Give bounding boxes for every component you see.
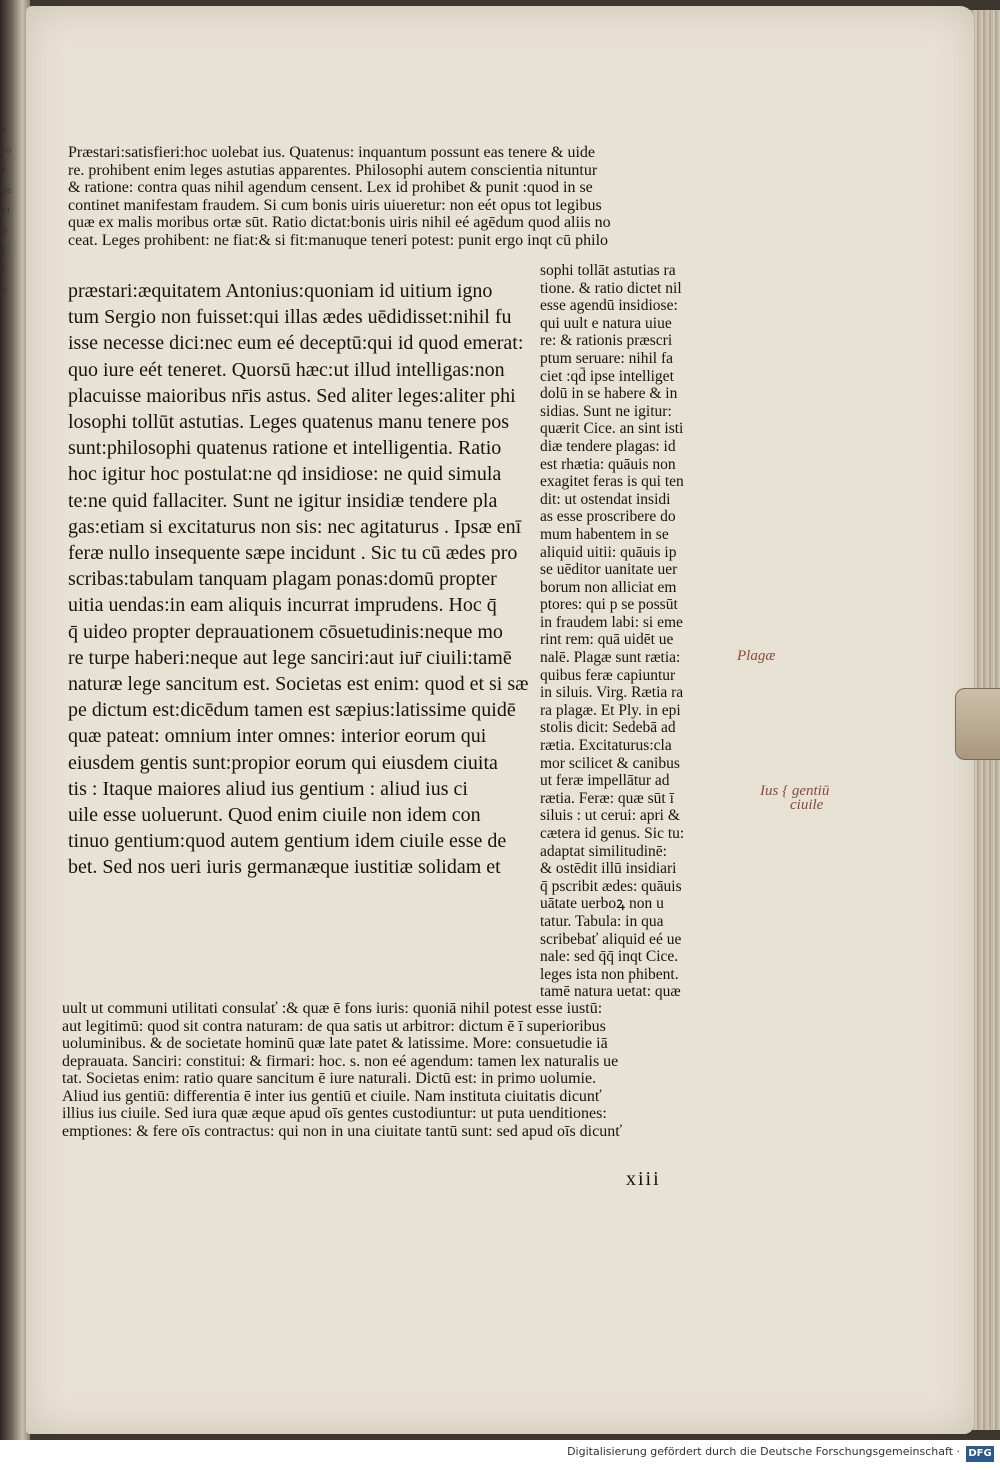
commentary-line: re. prohibent enim leges astutias apparentes. Philosophi autem conscientia nituntur xyxy=(68,161,598,179)
main-text-line: scribas:tabulam tanquam plagam ponas:domū propter xyxy=(68,568,497,591)
gloss-line: tatur. Tabula: in qua xyxy=(540,912,664,930)
commentary-line: continet manifestam fraudem. Si cum bonis uiris uiueretur: non eét opus tot legibus xyxy=(68,196,602,214)
commentary-line: deprauata. Sanciri: constitui: & firmari: hoc. s. non eé agendum: tamen lex naturalis ue xyxy=(62,1052,619,1070)
commentary-top xyxy=(68,144,718,249)
gloss-line: sidias. Sunt ne igitur: xyxy=(540,402,672,420)
commentary-line: Præstari:satisfieri:hoc uolebat ius. Quatenus: inquantum possunt eas tenere & uide xyxy=(68,144,596,161)
gloss-line: rætia. Feræ: quæ sūt ī xyxy=(540,789,674,807)
gloss-line: mor scilicet & canibus xyxy=(540,754,680,772)
main-text-line: uitia uendas:in eam aliquis incurrat imprudens. Hoc q̄ xyxy=(68,594,497,617)
commentary-line: emptiones: & fere oīs contractus: qui non in una ciuitate tantū sunt: sed apud oīs dicunť xyxy=(62,1122,623,1140)
left-page-bleed: s ro f ae ci n C c a xyxy=(2,124,12,296)
commentary-line: uult ut communi utilitati consulať :& quæ ē fons iuris: quoniā nihil potest esse iustū: xyxy=(62,1000,603,1017)
main-text-line: gas:etiam si excitaturus non sis: nec agitaturus . Ipsæ enī xyxy=(68,515,522,538)
main-text-line: q̄ uideo propter deprauationem cōsuetudinis:neque mo xyxy=(68,620,503,643)
commentary-line: tat. Societas enim: ratio quare sancitum ē iure naturali. Dictū est: in primo uolumie. xyxy=(62,1070,597,1087)
gloss-line: tamē natura uetat: quæ xyxy=(540,983,681,1001)
gloss-line: ptores: qui p se possūt xyxy=(540,596,678,614)
main-text-line: te:ne quid fallaciter. Sunt ne igitur insidiæ tendere pla xyxy=(68,489,498,512)
gloss-line: quærit Cice. an sint isti xyxy=(540,420,684,438)
main-text-line: tis : Itaque maiores aliud ius gentium : aliud ius ci xyxy=(68,777,468,800)
gloss-line: quibus feræ capiuntur xyxy=(540,666,676,684)
margin-note-ius-line2: ciuile xyxy=(790,797,824,813)
commentary-bottom xyxy=(62,1000,712,1140)
gloss-line: in siluis. Virg. Rætia ra xyxy=(540,684,684,702)
gloss-line: adaptat similitudinē: xyxy=(540,842,667,860)
margin-note-ius-line1: Ius { gentiū xyxy=(760,783,830,799)
gloss-line: leges ista non phibent. xyxy=(540,965,679,983)
page-clip xyxy=(955,688,1000,760)
margin-note-plagae: Plagæ xyxy=(737,648,776,664)
main-text-line: losophi tollūt astutias. Leges quatenus manu tenere pos xyxy=(68,411,510,434)
gloss-line: stolis dicit: Sedebā ad xyxy=(540,719,676,737)
main-text-line: præstari:æquitatem Antonius:quoniam id uitium igno xyxy=(68,280,493,302)
main-text-line: eiusdem gentis sunt:propior eorum qui eiusdem ciuita xyxy=(68,751,498,774)
gloss-line: est rhætia: quāuis non xyxy=(540,455,676,473)
gloss-line: borum non alliciat em xyxy=(540,578,677,596)
commentary-line: quæ ex malis moribus ortæ sūt. Ratio dictat:bonis uiris nihil eé agēdum quod aliis no xyxy=(68,214,611,231)
folio-number: xiii xyxy=(626,1168,661,1190)
dfg-logo: DFG xyxy=(966,1446,994,1462)
main-text-line: re turpe haberi:neque aut lege sanciri:aut iur̄ ciuili:tamē xyxy=(68,646,512,669)
gloss-line: se uēditor uanitate uer xyxy=(540,561,678,579)
gloss-line: ra plagæ. Et Ply. in epi xyxy=(540,701,681,719)
gloss-line: sophi tollāt astutias ra xyxy=(540,262,676,279)
gloss-line: aliquid uitii: quāuis ip xyxy=(540,543,677,561)
gloss-line: as esse proscribere do xyxy=(540,508,676,526)
gloss-line: ut feræ impellātur ad xyxy=(540,772,670,790)
gloss-line: mum habentem in se xyxy=(540,525,669,543)
margin-note-ius xyxy=(760,784,829,812)
main-text-line: isse necesse dici:nec eum eé deceptū:qui id quod emerat: xyxy=(68,332,524,355)
main-text-line: uile esse uoluerunt. Quod enim ciuile non idem con xyxy=(68,804,481,827)
gloss-line: dit: ut ostendat insidi xyxy=(540,490,671,508)
commentary-line: ceat. Leges prohibent: ne fiat:& si fit:manuque teneri potest: punit ergo inqt cū philo xyxy=(68,231,609,249)
gloss-line: in fraudem labi: si eme xyxy=(540,613,683,631)
funding-text: Digitalisierung gefördert durch die Deutsche Forschungsgemeinschaft · xyxy=(567,1445,960,1458)
main-text-line: naturæ lege sancitum est. Societas est enim: quod et si sæ xyxy=(68,673,529,696)
main-text-line: placuisse maioribus nr̄is astus. Sed aliter leges:aliter phi xyxy=(68,384,516,407)
main-text-line: quo iure eét teneret. Quorsū hæc:ut illud intelligas:non xyxy=(68,358,505,381)
gloss-line: ptum seruare: nihil fa xyxy=(540,349,673,367)
gloss-line: dolū in se habere & in xyxy=(540,385,678,403)
gloss-line: nalē. Plagæ sunt rætia: xyxy=(540,649,681,667)
gloss-line: tione. & ratio dictet nil xyxy=(540,279,682,297)
gloss-line: esse agendū insidiose: xyxy=(540,297,678,315)
gloss-line: rætia. Excitaturus:cla xyxy=(540,737,672,755)
commentary-line: illius ius ciuile. Sed iura quæ æque apud oīs gentes custodiuntur: ut puta uenditiones: xyxy=(62,1105,607,1122)
main-text-line: quæ pateat: omnium inter omnes: interior eorum qui xyxy=(68,725,487,748)
gloss-line: scribebať aliquid eé ue xyxy=(540,930,682,948)
side-gloss xyxy=(540,262,720,1001)
gloss-line: diæ tendere plagas: id xyxy=(540,437,676,455)
main-text-line: tum Sergio non fuisset:qui illas ædes uēdidisset:nihil fu xyxy=(68,306,512,329)
gloss-line: & ostēdit illū insidiari xyxy=(540,860,677,878)
commentary-line: & ratione: contra quas nihil agendum censent. Lex id prohibet & punit :quod in se xyxy=(68,179,593,196)
commentary-line: aut legitimū: quod sit contra naturam: de qua satis ut arbitror: dictum ē ī superioribus xyxy=(62,1017,606,1035)
gloss-line: qui uult e natura uiue xyxy=(540,314,672,332)
main-text xyxy=(68,278,528,881)
main-text-line: bet. Sed nos ueri iuris germanæque iustitiæ solidam et xyxy=(68,856,501,879)
footer-bar xyxy=(0,1440,1000,1470)
gloss-line: rint rem: quā uidēt ue xyxy=(540,631,674,649)
gloss-line: siluis : ut cerui: apri & xyxy=(540,807,680,825)
commentary-line: uoluminibus. & de societate hominū quæ late patet & latissime. More: consuetudie iā xyxy=(62,1035,608,1052)
main-text-line: tinuo gentium:quod autem gentium idem ciuile esse de xyxy=(68,830,507,853)
main-text-line: feræ nullo insequente sæpe incidunt . Sic tu cū ædes pro xyxy=(68,542,518,565)
commentary-line: Aliud ius gentiū: differentia ē inter ius gentiū et ciuile. Nam instituta ciuitatis dicunť xyxy=(62,1087,602,1105)
gloss-line: re: & rationis præscri xyxy=(540,332,673,350)
gloss-line: cætera id genus. Sic tu: xyxy=(540,825,685,842)
gloss-line: nale: sed q̄q̄ inqt Cice. xyxy=(540,948,679,966)
main-text-line: hoc igitur hoc postulat:ne qd insidiose: ne quid simula xyxy=(68,463,502,486)
gloss-line: exagitet feras is qui ten xyxy=(540,473,684,491)
gloss-line: ciet :qd̄ ipse intelliget xyxy=(540,367,674,385)
main-text-line: sunt:philosophi quatenus ratione et intelligentia. Ratio xyxy=(68,437,502,460)
gloss-line: q̄ pscribit ædes: quāuis xyxy=(540,877,682,895)
main-text-line: pe dictum est:dicēdum tamen est sæpius:latissime quidē xyxy=(68,699,516,722)
gloss-line: uātate uerboꝝ non u xyxy=(540,895,664,913)
